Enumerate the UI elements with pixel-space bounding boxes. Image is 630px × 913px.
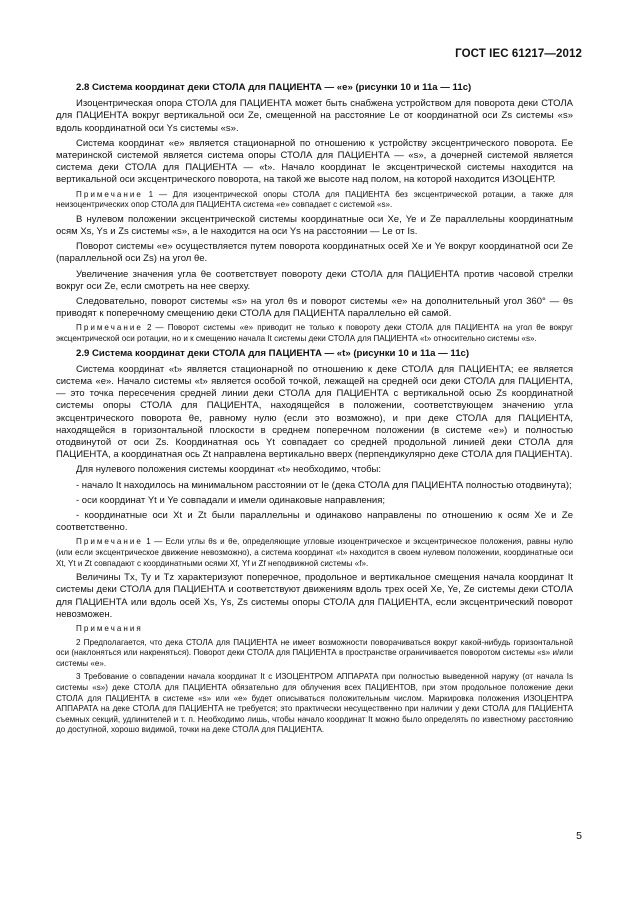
note (56, 537, 573, 569)
note-label: Примечание (76, 323, 143, 333)
note-text: 2 — Поворот системы «e» приводит не только к повороту деки СТОЛА для ПАЦИЕНТА на угол θe вокруг эксцентрической оси ротации, но и к смещению начала It системы деки СТОЛА для ПАЦИЕНТА «t» относительно системы «s». (56, 323, 573, 344)
note-text: 1 — Для изоцентрической опоры СТОЛА для ПАЦИЕНТА без эксцентрической ротации, а также для неизоцентрических опор СТОЛА для ПАЦИЕНТА система «e» совпадает с системой «s». (56, 189, 573, 210)
note (56, 323, 573, 344)
note: 3 Требование о совпадении начала координат It с ИЗОЦЕНТРОМ АППАРАТА при полностью выведенной наружу (от начала Is системы «s») деке СТОЛА для ПАЦИЕНТА обязательно для облучения всех ПАЦИЕНТОВ, при этом продольное положение деки СТОЛА для ПАЦИЕНТА в системе «s» или «e» будет описываться положительным числом. Маркировка положения ИЗОЦЕНТРА АППАРАТА на деке СТОЛА для ПАЦИЕНТА не требуется; это практически несущественно при наличии у деки СТОЛА для ПАЦИЕНТА съемных секций, удлинителей и т. п. Необходимо лишь, чтобы начало координат It можно было определять по известному расстоянию до доступной, хорошо видимой, точки на деке СТОЛА для ПАЦИЕНТА. (56, 672, 573, 735)
paragraph: В нулевом положении эксцентрической системы координатные оси Xe, Ye и Ze параллельны координатным осям Xs, Ys и Zs системы «s», а Ie находится на оси Ys на расстоянии — Le от Is. (56, 213, 573, 238)
paragraph: Для нулевого положения системы координат «t» необходимо, чтобы: (76, 464, 382, 476)
paragraph: - начало It находилось на минимальном расстоянии от Ie (дека СТОЛА для ПАЦИЕНТА полностью отодвинута); (76, 479, 572, 491)
paragraph: Изоцентрическая опора СТОЛА для ПАЦИЕНТА может быть снабжена устройством для поворота деки СТОЛА для ПАЦИЕНТА вокруг вертикальной оси Ze, смещенной на расстояние Le от координатной оси Zs системы «s» вдоль координатной оси Ys системы «s». (56, 98, 573, 134)
standard-code-header: ГОСТ IEC 61217—2012 (455, 48, 582, 60)
paragraph: Величины Tx, Ty и Tz характеризуют поперечное, продольное и вертикальное смещения начала координат It системы деки СТОЛА для ПАЦИЕНТА и соответствуют движениям вдоль трех осей Xe, Ye, Ze системы деки СТОЛА для ПАЦИЕНТА или вдоль осей Xs, Ys, Zs системы опоры СТОЛА для ПАЦИЕНТА, если эксцентрический поворот невозможен. (56, 572, 573, 620)
note-label: Примечание (76, 189, 143, 199)
paragraph: Система координат «e» является стационарной по отношению к устройству эксцентрического поворота. Ее материнской системой является система опоры СТОЛА для ПАЦИЕНТА — «s», а дочерней системой является система деки СТОЛА для ПАЦИЕНТА — «t». Начало координат Ie эксцентрической системы находится на вертикальной оси эксцентрического поворота, на такой же высоте над полом, на которой находится ИЗОЦЕНТР. (56, 137, 573, 186)
paragraph: - оси координат Yt и Ye совпадали и имели одинаковые направления; (76, 494, 385, 506)
paragraph: Следовательно, поворот системы «s» на угол θs и поворот системы «e» на дополнительный угол 360° — θs приводят к поперечному смещению деки СТОЛА для ПАЦИЕНТА параллельно ей самой. (56, 296, 573, 320)
note-label: Примечание (76, 537, 143, 547)
paragraph: Поворот системы «e» осуществляется путем поворота координатных осей Xe и Ye вокруг координатной оси Ze (параллельной оси Zs) на угол θe. (56, 241, 573, 265)
page-number: 5 (576, 830, 582, 842)
notes-title: Примечания (76, 624, 143, 634)
note: 2 Предполагается, что дека СТОЛА для ПАЦИЕНТА не имеет возможности поворачиваться вокруг какой-нибудь горизонтальной оси (наклоняться или накреняться). Поворот деки СТОЛА для ПАЦИЕНТА в пространстве ограничивается поворотом системы «s» и/или системы «e». (56, 637, 573, 668)
note-text: 1 — Если углы θs и θe, определяющие угловые изоцентрическое и эксцентрическое положения, равны нулю (или если эксцентрическое движение невозможно), а система координат «t» находится в своем нулевом положении, координатные оси Xt, Yt и Zt совпадают с координатными осями Xf, Yf и Zf неподвижной системы «f». (56, 537, 573, 568)
document-body (56, 80, 573, 739)
paragraph: Увеличение значения угла θe соответствует повороту деки СТОЛА для ПАЦИЕНТА против часовой стрелки вокруг оси Ze, если смотреть на нее сверху. (56, 268, 573, 292)
section-heading: 2.8 Система координат деки СТОЛА для ПАЦИЕНТА — «e» (рисунки 10 и 11а — 11c) (76, 82, 472, 93)
paragraph: Система координат «t» является стационарной по отношению к деке СТОЛА для ПАЦИЕНТА; ее является система «e». Начало системы «t» является особой точкой, лежащей на средней оси деки СТОЛА для ПАЦИЕНТА, — это точка пересечения средней линии деки СТОЛА для ПАЦИЕНТА с вертикальной осью Zs координатной системы опоры СТОЛА для ПАЦИЕНТА, находящейся в положении, соответствующем значению угла эксцентрического поворота θe, равному нулю (если это возможно), и при деке СТОЛА для ПАЦИЕНТА, находящейся в горизонтальной плоскости в среднем поперечном положении (в системе «e») и полностью отодвинутой от оси Zs. Координатная ось Yt совпадает со средней продольной линией деки СТОЛА для ПАЦИЕНТА, а координатная ось Zt направлена вертикально вверх (перпендикулярно деке СТОЛА для ПАЦИЕНТА). (56, 363, 573, 461)
section-heading: 2.9 Система координат деки СТОЛА для ПАЦИЕНТА — «t» (рисунки 10 и 11а — 11c) (76, 347, 470, 359)
paragraph: - координатные оси Xt и Zt были параллельны и одинаково направлены по отношению к осям Xe и Ze соответственно. (56, 510, 573, 534)
note (56, 190, 573, 211)
